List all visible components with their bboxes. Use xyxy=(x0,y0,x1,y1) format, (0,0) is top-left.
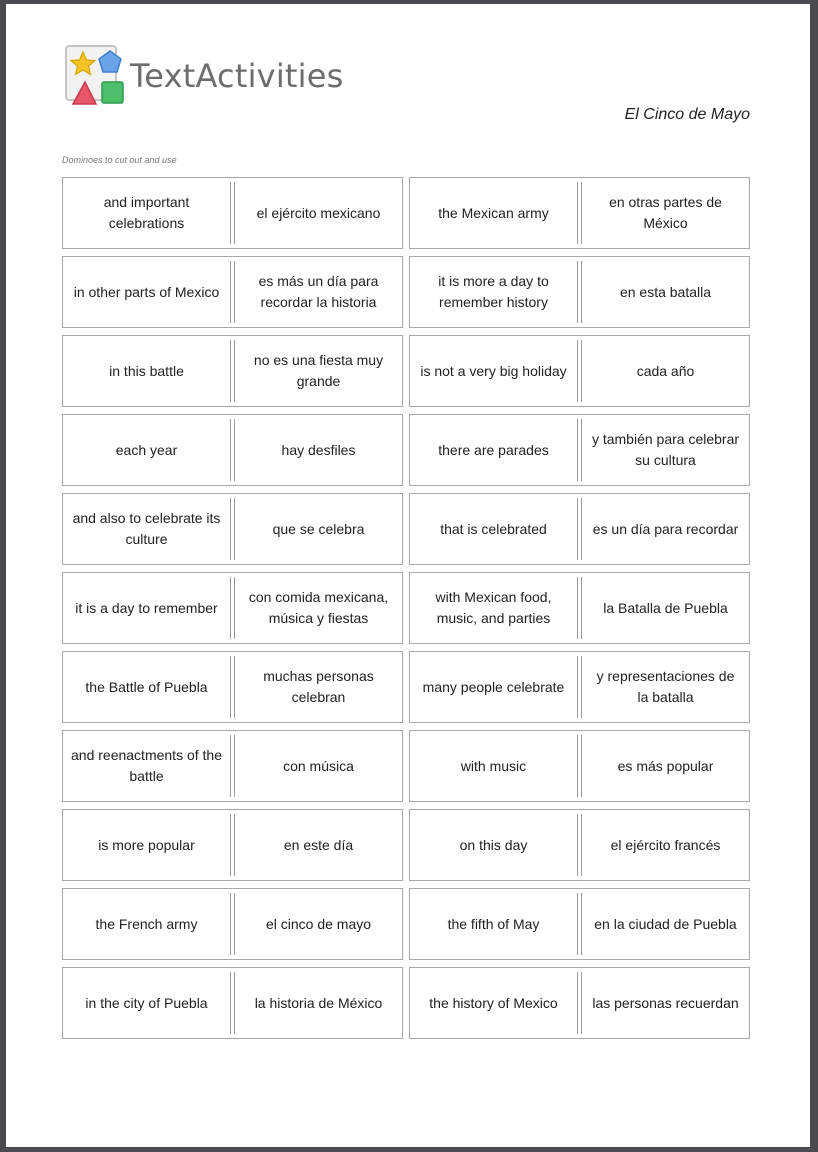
domino-card xyxy=(62,730,403,802)
domino-left-text: with music xyxy=(460,757,527,774)
domino-right-text: el ejército mexicano xyxy=(256,204,381,221)
domino-card xyxy=(62,888,403,960)
domino-card xyxy=(62,256,403,328)
domino-left-text: the history of Mexico xyxy=(429,994,558,1011)
domino-card xyxy=(409,967,750,1039)
domino-right-text: en la ciudad de Puebla xyxy=(594,915,737,932)
domino-left-text: the Battle of Puebla xyxy=(85,678,208,695)
domino-left-text: and important celebrations xyxy=(103,194,190,231)
domino-left-text: that is celebrated xyxy=(440,520,547,537)
domino-left-text: many people celebrate xyxy=(422,678,565,695)
domino-right-text: y representaciones de la batalla xyxy=(596,668,735,705)
domino-left-text: the French army xyxy=(95,915,198,932)
domino-card xyxy=(409,493,750,565)
domino-card xyxy=(62,572,403,644)
domino-right-text: la historia de México xyxy=(254,994,383,1011)
brand-name: TextActivities xyxy=(130,57,344,95)
domino-card xyxy=(409,177,750,249)
domino-card xyxy=(62,967,403,1039)
page-title: El Cinco de Mayo xyxy=(624,106,750,123)
domino-right-text: cada año xyxy=(636,362,695,379)
domino-right-text: muchas personas celebran xyxy=(263,668,374,705)
domino-right-text: es más popular xyxy=(617,757,714,774)
domino-left-text: the fifth of May xyxy=(447,915,540,932)
domino-left-text: it is more a day to remember history xyxy=(438,273,549,310)
domino-grid xyxy=(62,177,750,1039)
domino-left-text: on this day xyxy=(459,836,528,853)
domino-right-text: el cinco de mayo xyxy=(265,915,372,932)
domino-card xyxy=(409,809,750,881)
domino-card xyxy=(62,651,403,723)
domino-right-text: que se celebra xyxy=(272,520,365,537)
domino-card xyxy=(409,256,750,328)
domino-left-text: is more popular xyxy=(98,836,195,853)
domino-card xyxy=(62,809,403,881)
domino-card xyxy=(62,414,403,486)
domino-card xyxy=(62,177,403,249)
domino-left-text: the Mexican army xyxy=(438,204,549,221)
domino-right-text: es un día para recordar xyxy=(592,520,739,537)
domino-card xyxy=(409,730,750,802)
domino-left-text: and also to celebrate its culture xyxy=(72,510,221,547)
worksheet-page xyxy=(6,4,810,1147)
domino-right-text: es más un día para recordar la historia xyxy=(258,273,379,310)
domino-right-text: el ejército francés xyxy=(610,836,721,853)
domino-right-text: hay desfiles xyxy=(281,441,356,458)
domino-left-text: there are parades xyxy=(438,441,549,458)
domino-left-text: is not a very big holiday xyxy=(420,362,567,379)
instructions-caption: Dominoes to cut out and use xyxy=(62,155,177,165)
domino-card xyxy=(409,572,750,644)
domino-card xyxy=(409,414,750,486)
textactivities-logo-icon xyxy=(64,44,134,110)
domino-left-text: in other parts of Mexico xyxy=(73,283,220,300)
domino-card xyxy=(409,888,750,960)
domino-right-text: las personas recuerdan xyxy=(592,994,739,1011)
domino-right-text: no es una fiesta muy grande xyxy=(253,352,384,389)
domino-left-text: in the city of Puebla xyxy=(85,994,208,1011)
domino-card xyxy=(62,335,403,407)
domino-right-text: en esta batalla xyxy=(619,283,712,300)
domino-left-text: each year xyxy=(115,441,178,458)
domino-right-text: la Batalla de Puebla xyxy=(603,599,728,616)
domino-left-text: in this battle xyxy=(109,362,184,379)
domino-left-text: and reenactments of the battle xyxy=(71,747,222,784)
domino-card xyxy=(409,651,750,723)
domino-right-text: en otras partes de México xyxy=(609,194,722,231)
domino-right-text: con música xyxy=(283,757,354,774)
domino-card xyxy=(409,335,750,407)
domino-left-text: with Mexican food, music, and parties xyxy=(435,589,552,626)
domino-right-text: en este día xyxy=(283,836,354,853)
domino-right-text: y también para celebrar su cultura xyxy=(591,431,740,468)
domino-card xyxy=(62,493,403,565)
domino-right-text: con comida mexicana, música y fiestas xyxy=(248,589,389,626)
domino-left-text: it is a day to remember xyxy=(75,599,218,616)
